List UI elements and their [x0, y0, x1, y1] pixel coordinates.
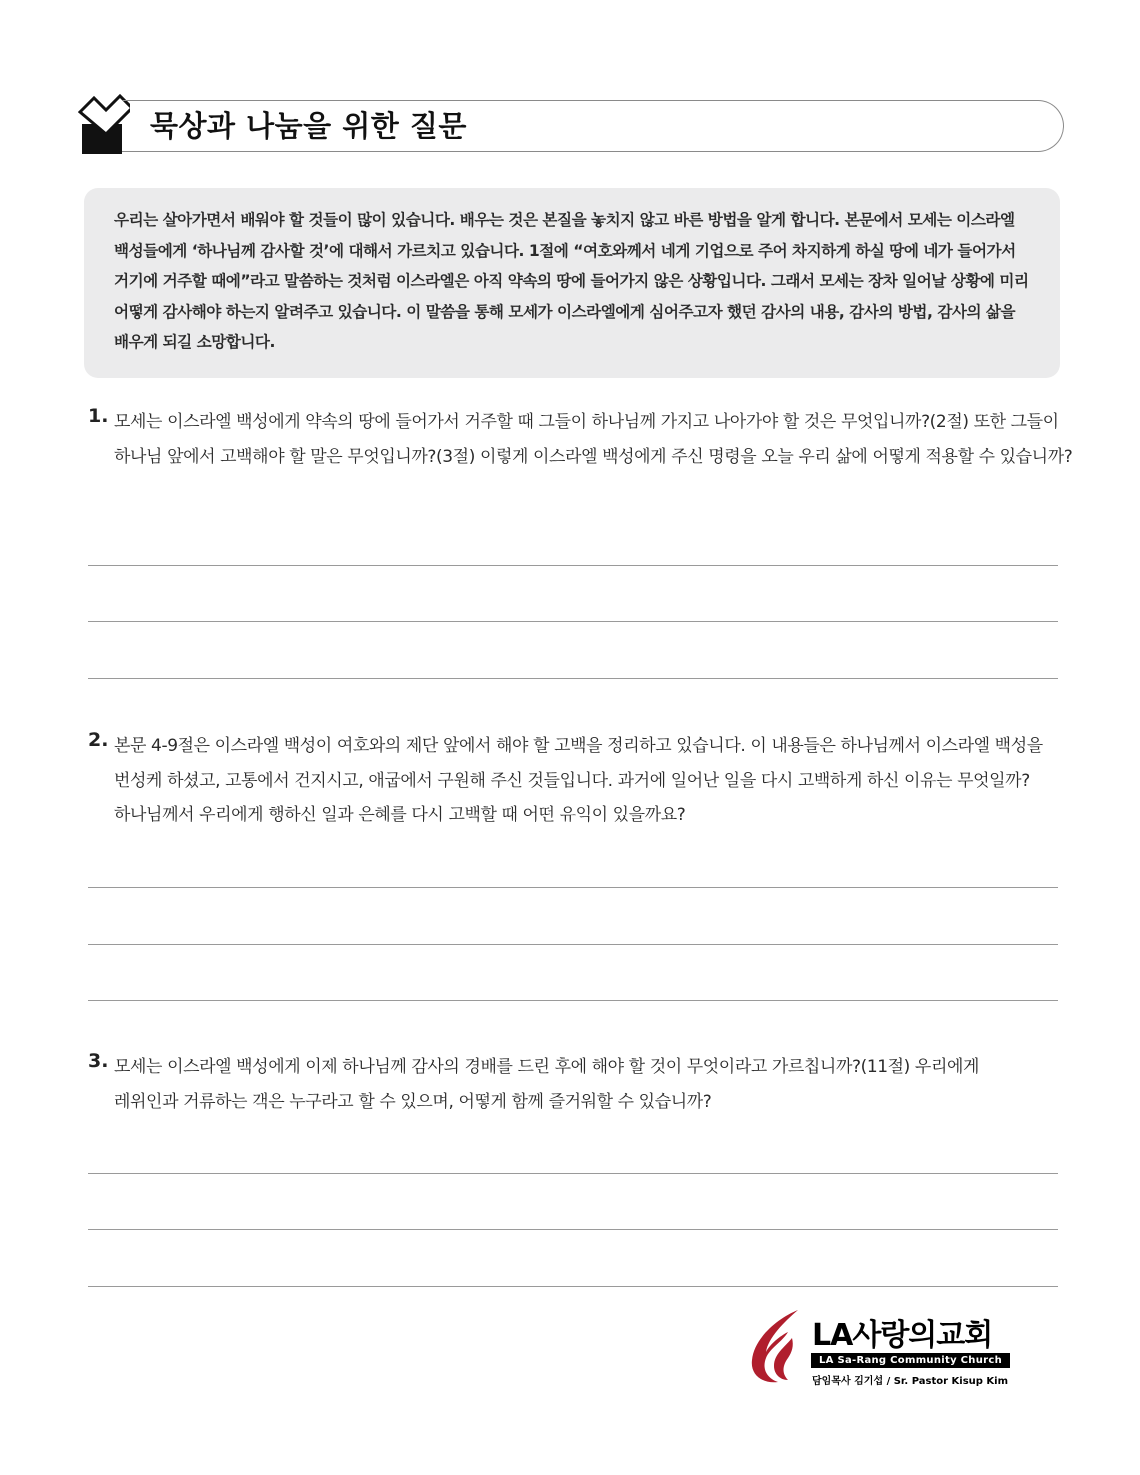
question-text: 본문 4-9절은 이스라엘 백성이 여호와의 제단 앞에서 해야 할 고백을 정리하고 있습니다. 이 내용들은 하나님께서 이스라엘 백성을 번성케 하셨고, 고통에서 건지시고, 애굽에서 구원해 주신 것들입니다. 과거에 일어난 일을 다시 고백하게 하신 이유는 무엇일까? 하나님께서 우리에게 행하신 일과 은혜를 다시 고백할 때 어떤 유익이 있을까요?	[114, 736, 1043, 825]
answer-line[interactable]	[88, 565, 1058, 566]
page-title: 묵상과 나눔을 위한 질문	[150, 109, 467, 143]
answer-line[interactable]	[88, 1286, 1058, 1287]
church-name: LA사랑의교회	[812, 1318, 993, 1353]
answer-line[interactable]	[88, 678, 1058, 679]
question-text: 모세는 이스라엘 백성에게 약속의 땅에 들어가서 거주할 때 그들이 하나님께 가지고 나아가야 할 것은 무엇입니까?(2절) 또한 그들이 하나님 앞에서 고백해야 할 말은 무엇입니까?(3절) 이렇게 이스라엘 백성에게 주신 명령을 오늘 우리 삶에 어떻게 적용할 수 있습니까?	[114, 412, 1073, 467]
question-number: 1.	[88, 405, 109, 427]
section-header	[78, 90, 1068, 156]
flame-icon	[748, 1308, 804, 1384]
intro-box	[84, 188, 1060, 378]
question-number: 2.	[88, 729, 109, 751]
answer-line[interactable]	[88, 1000, 1058, 1001]
church-logo	[748, 1308, 1016, 1390]
answer-line[interactable]	[88, 1173, 1058, 1174]
answer-line[interactable]	[88, 1229, 1058, 1230]
church-english-name: LA Sa-Rang Community Church	[811, 1353, 1010, 1368]
answer-line[interactable]	[88, 944, 1058, 945]
question-number: 3.	[88, 1050, 109, 1072]
answer-line[interactable]	[88, 887, 1058, 888]
intro-text: 우리는 살아가면서 배워야 할 것들이 많이 있습니다. 배우는 것은 본질을 놓치지 않고 바른 방법을 알게 합니다. 본문에서 모세는 이스라엘 백성들에게 ‘하나님께 감사할 것’에 대해서 가르치고 있습니다. 1절에 “여호와께서 네게 기업으로 주어 차지하게 하실 땅에 네가 들어가서 거기에 거주할 때에”라고 말씀하는 것처럼 이스라엘은 아직 약속의 땅에 들어가지 않은 상황입니다. 그래서 모세는 장차 일어날 상황에 미리 어떻게 감사해야 하는지 알려주고 있습니다. 이 말씀을 통해 모세가 이스라엘에게 심어주고자 했던 감사의 내용, 감사의 방법, 감사의 삶을 배우게 되길 소망합니다.	[114, 211, 1029, 351]
pastor-name: 담임목사 김기섭 / Sr. Pastor Kisup Kim	[812, 1376, 1009, 1387]
question-text: 모세는 이스라엘 백성에게 이제 하나님께 감사의 경배를 드린 후에 해야 할 것이 무엇이라고 가르칩니까?(11절) 우리에게 레위인과 거류하는 객은 누구라고 할 수 있으며, 어떻게 함께 즐거워할 수 있습니까?	[114, 1057, 980, 1112]
answer-line[interactable]	[88, 621, 1058, 622]
